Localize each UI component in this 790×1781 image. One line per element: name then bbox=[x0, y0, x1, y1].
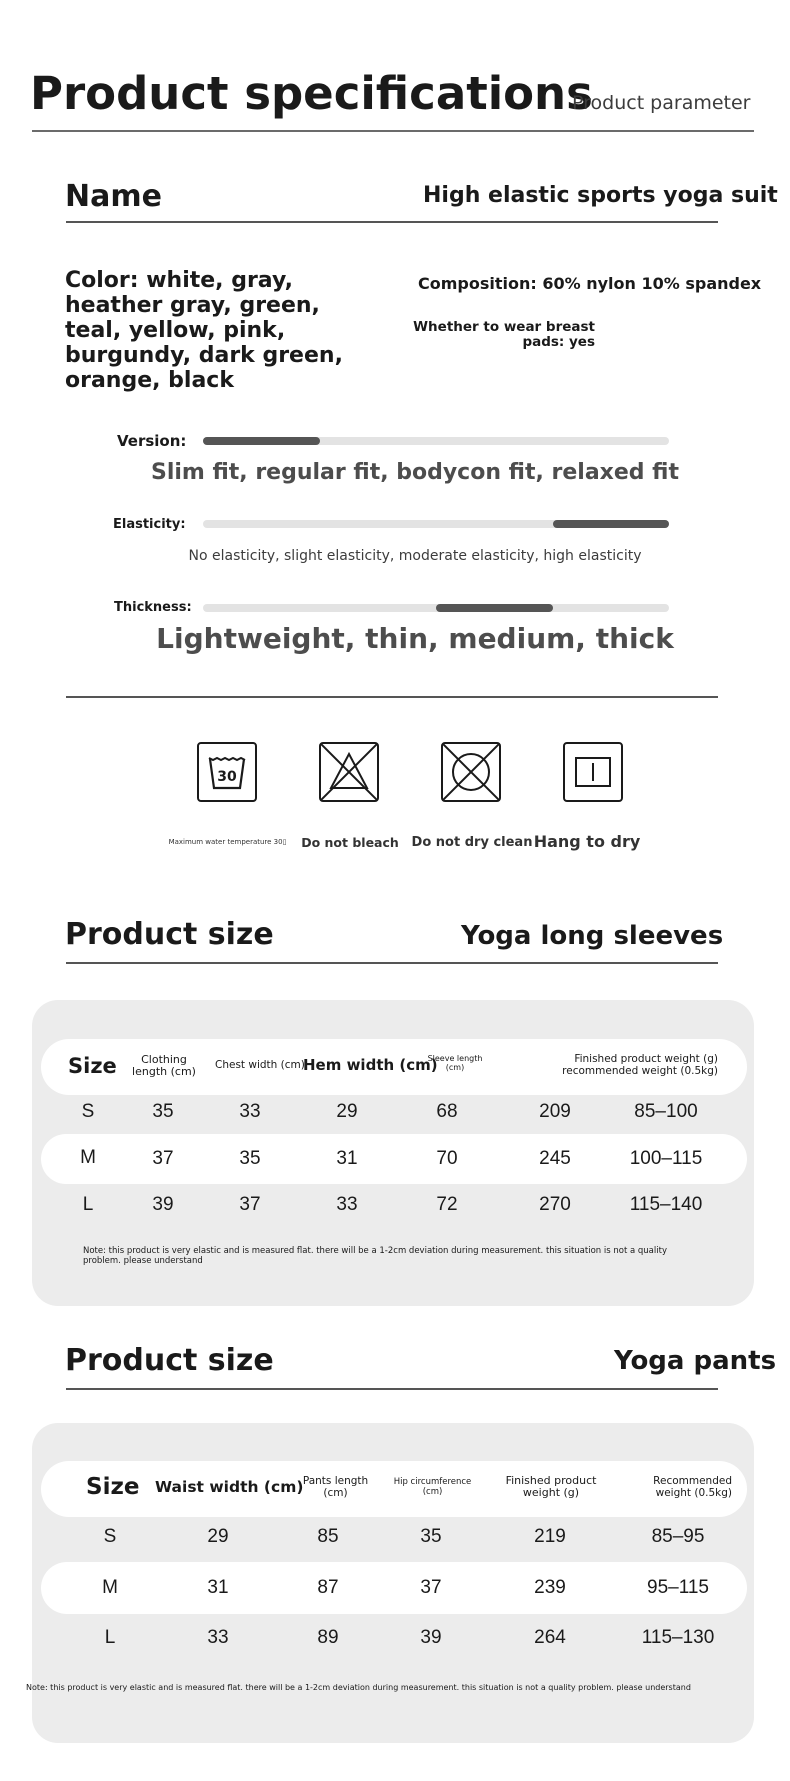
cell: 239 bbox=[534, 1577, 566, 1598]
attributes-divider bbox=[66, 696, 718, 698]
cell: 100–115 bbox=[629, 1148, 703, 1169]
cell: 219 bbox=[534, 1526, 566, 1547]
cell: 37 bbox=[239, 1194, 261, 1215]
cell: 35 bbox=[152, 1101, 174, 1122]
cell: M bbox=[80, 1147, 96, 1168]
no-bleach-icon bbox=[319, 742, 379, 802]
version-indicator bbox=[203, 437, 320, 445]
color-line: teal, yellow, pink, bbox=[65, 318, 286, 343]
name-value: High elastic sports yoga suit bbox=[423, 183, 778, 208]
cell: 33 bbox=[207, 1627, 229, 1648]
cell: 85–100 bbox=[634, 1101, 698, 1122]
thickness-label: Thickness: bbox=[114, 600, 192, 615]
cell: 245 bbox=[539, 1148, 571, 1169]
cell: 209 bbox=[539, 1101, 571, 1122]
cell: 115–130 bbox=[641, 1627, 715, 1648]
pants-divider bbox=[66, 1388, 718, 1390]
wash-30-icon bbox=[197, 742, 257, 802]
cell: 33 bbox=[336, 1194, 358, 1215]
cell: 85 bbox=[317, 1526, 339, 1547]
name-divider bbox=[66, 221, 718, 223]
color-line: burgundy, dark green, bbox=[65, 343, 343, 368]
cell: 31 bbox=[207, 1577, 229, 1598]
cell: 39 bbox=[152, 1194, 174, 1215]
cell: L bbox=[104, 1627, 116, 1648]
elasticity-indicator bbox=[553, 520, 670, 528]
section-title-tops: Product size bbox=[65, 917, 274, 952]
care-label-wash: Maximum water temperature 30▯ bbox=[168, 838, 287, 846]
cell: 70 bbox=[436, 1148, 458, 1169]
section-title-pants: Product size bbox=[65, 1343, 274, 1378]
thickness-indicator bbox=[436, 604, 553, 612]
section-subtitle-pants: Yoga pants bbox=[614, 1346, 777, 1376]
col-header-clothing-length: Clothing length (cm) bbox=[132, 1053, 196, 1078]
col-header-waist-width: Waist width (cm) bbox=[155, 1478, 304, 1496]
tops-note bbox=[83, 1246, 723, 1266]
col-header-finished-weight: Finished product weight (g) bbox=[505, 1474, 597, 1499]
cell: 264 bbox=[534, 1627, 566, 1648]
cell: 89 bbox=[317, 1627, 339, 1648]
cell: 95–115 bbox=[647, 1577, 709, 1598]
cell: 29 bbox=[336, 1101, 358, 1122]
version-options: Slim fit, regular fit, bodycon fit, relaxed fit bbox=[150, 460, 680, 485]
page-title: Product specifications bbox=[30, 67, 593, 120]
cell: 115–140 bbox=[629, 1194, 703, 1215]
care-label-hang-dry: Hang to dry bbox=[533, 832, 641, 851]
cell: 85–95 bbox=[651, 1526, 705, 1547]
cell: 87 bbox=[317, 1577, 339, 1598]
care-label-dry-clean: Do not dry clean bbox=[411, 835, 533, 850]
breast-pads-line: pads: yes bbox=[522, 334, 595, 350]
cell: 35 bbox=[239, 1148, 261, 1169]
cell: L bbox=[82, 1194, 94, 1215]
cell: 68 bbox=[436, 1101, 458, 1122]
thickness-options: Lightweight, thin, medium, thick bbox=[156, 622, 674, 655]
section-subtitle-tops: Yoga long sleeves bbox=[461, 921, 724, 951]
color-line: Color: white, gray, bbox=[65, 268, 293, 293]
color-line: orange, black bbox=[65, 368, 234, 393]
name-label: Name bbox=[65, 179, 162, 214]
elasticity-scale bbox=[203, 520, 669, 528]
cell: S bbox=[103, 1526, 117, 1547]
col-header-chest-width: Chest width (cm) bbox=[215, 1059, 305, 1071]
thickness-scale bbox=[203, 604, 669, 612]
col-header-size: Size bbox=[68, 1054, 117, 1078]
breast-pads-text bbox=[400, 320, 595, 350]
note-line: Note: this product is very elastic and is measured flat. there will be a 1-2cm deviation during measurement. this situation is not a quality bbox=[83, 1246, 667, 1256]
col-header-recommended-weight: Recommended weight (0.5kg) bbox=[653, 1475, 732, 1499]
pants-note: Note: this product is very elastic and is measured flat. there will be a 1-2cm deviation during measurement. this situation is not a quality problem. please understand bbox=[26, 1683, 691, 1692]
cell: S bbox=[81, 1101, 95, 1122]
col-header-hem-width: Hem width (cm) bbox=[303, 1056, 438, 1074]
cell: 31 bbox=[336, 1148, 358, 1169]
col-header-sleeve-length: Sleeve length (cm) bbox=[427, 1054, 483, 1072]
cell: 270 bbox=[539, 1194, 571, 1215]
elasticity-options: No elasticity, slight elasticity, moderate elasticity, high elasticity bbox=[188, 548, 642, 564]
color-list bbox=[65, 268, 343, 393]
care-label-bleach: Do not bleach bbox=[301, 835, 399, 850]
cell: 29 bbox=[207, 1526, 229, 1547]
cell: 33 bbox=[239, 1101, 261, 1122]
cell: 72 bbox=[436, 1194, 458, 1215]
cell: 37 bbox=[152, 1148, 174, 1169]
breast-pads-line: Whether to wear breast bbox=[413, 319, 595, 335]
no-dry-clean-icon bbox=[441, 742, 501, 802]
note-line: problem. please understand bbox=[83, 1256, 203, 1266]
header-divider bbox=[32, 130, 754, 132]
version-label: Version: bbox=[117, 432, 187, 450]
col-header-pants-length: Pants length (cm) bbox=[302, 1475, 369, 1499]
color-line: heather gray, green, bbox=[65, 293, 320, 318]
cell: 35 bbox=[420, 1526, 442, 1547]
composition-text: Composition: 60% nylon 10% spandex bbox=[418, 274, 762, 293]
wash-temp: 30 bbox=[217, 769, 237, 785]
cell: 37 bbox=[420, 1577, 442, 1598]
page-subtitle: Product parameter bbox=[572, 92, 751, 114]
cell: M bbox=[102, 1577, 118, 1598]
elasticity-label: Elasticity: bbox=[113, 517, 186, 532]
col-header-weight: Finished product weight (g) recommended weight (0.5kg) bbox=[562, 1053, 718, 1077]
col-header-size: Size bbox=[86, 1474, 140, 1500]
col-header-hip: Hip circumference (cm) bbox=[393, 1477, 472, 1497]
tops-divider bbox=[66, 962, 718, 964]
cell: 39 bbox=[420, 1627, 442, 1648]
hang-dry-icon bbox=[563, 742, 623, 802]
version-scale bbox=[203, 437, 669, 445]
